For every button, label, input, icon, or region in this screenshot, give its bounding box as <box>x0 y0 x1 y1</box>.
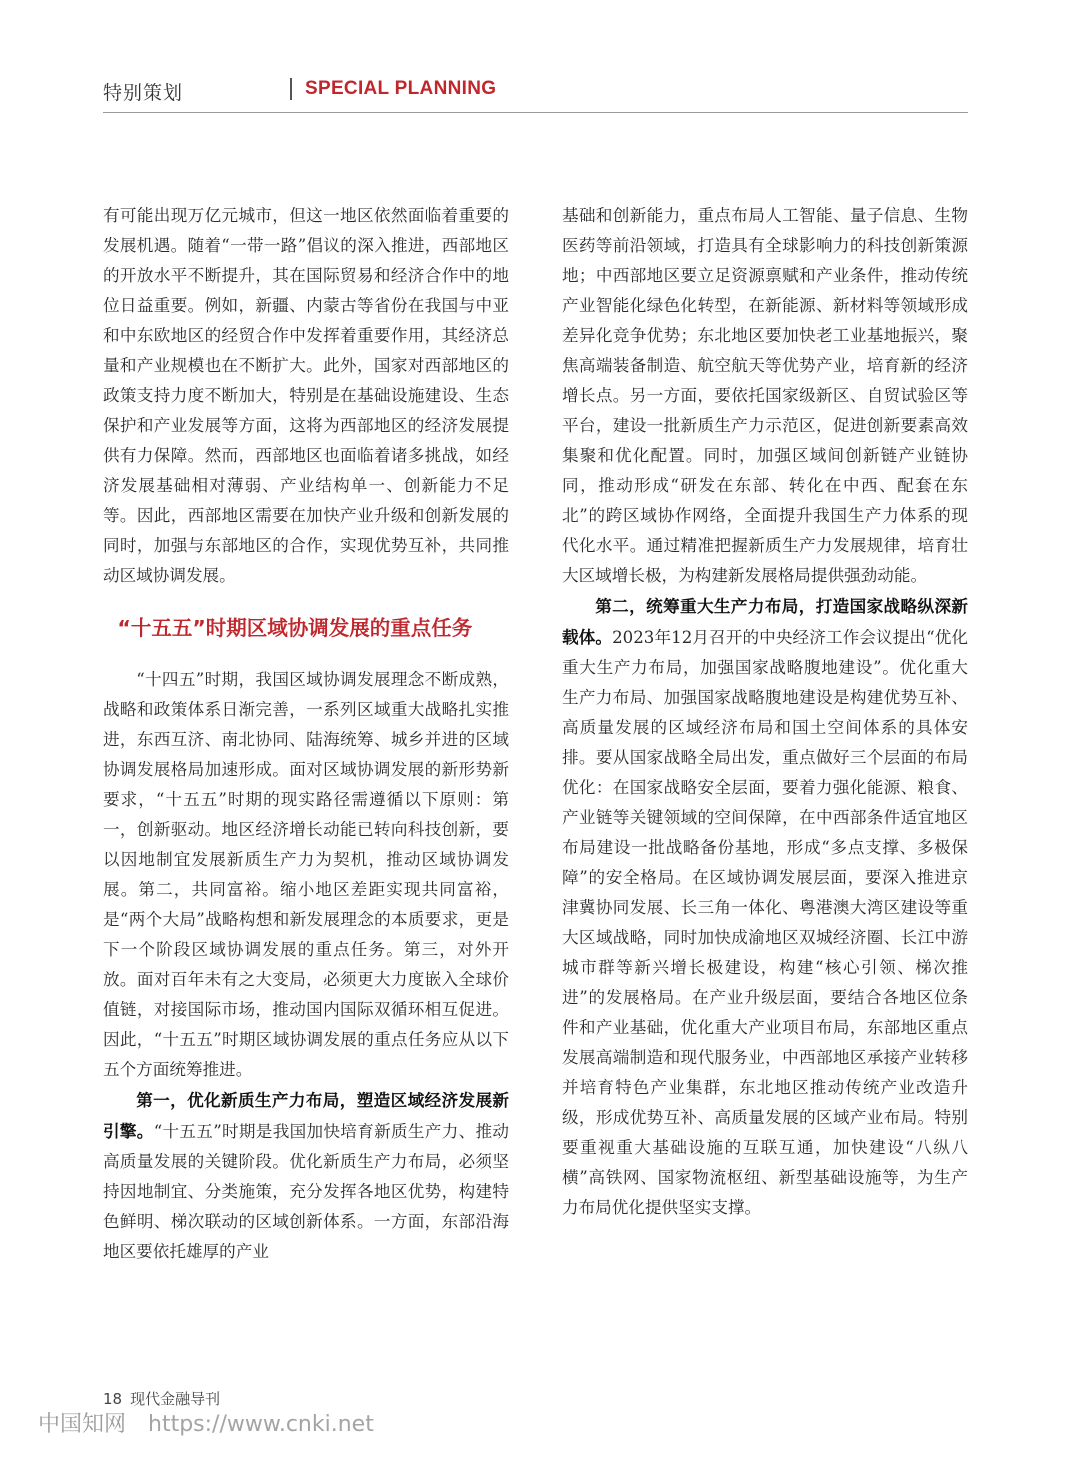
paragraph <box>562 591 968 1223</box>
header-separator <box>290 78 292 100</box>
paragraph: “十四五”时期，我国区域协调发展理念不断成熟，战略和政策体系日渐完善，一系列区域重大战略扎实推进，东西互济、南北协同、陆海统筹、城乡并进的区域协调发展格局加速形成。面对区域协调发展的新形势新要求，“十五五”时期的现实路径需遵循以下原则：第一，创新驱动。地区经济增长动能已转向科技创新，要以因地制宜发展新质生产力为契机，推动区域协调发展。第二，共同富裕。缩小地区差距实现共同富裕，是“两个大局”战略构想和新发展理念的本质要求，更是下一个阶段区域协调发展的重点任务。第三，对外开放。面对百年未有之大变局，必须更大力度嵌入全球价值链，对接国际市场，推动国内国际双循环相互促进。因此，“十五五”时期区域协调发展的重点任务应从以下五个方面统筹推进。 <box>103 670 509 1079</box>
section-title: “十五五”时期区域协调发展的重点任务 <box>117 616 473 640</box>
paragraph: 有可能出现万亿元城市，但这一地区依然面临着重要的发展机遇。随着“一带一路”倡议的深入推进，西部地区的开放水平不断提升，其在国际贸易和经济合作中的地位日益重要。例如，新疆、内蒙古等省份在我国与中亚和中东欧地区的经贸合作中发挥着重要作用，其经济总量和产业规模也在不断扩大。此外，国家对西部地区的政策支持力度不断加大，特别是在基础设施建设、生态保护和产业发展等方面，这将为西部地区的经济发展提供有力保障。然而，西部地区也面临着诸多挑战，如经济发展基础相对薄弱、产业结构单一、创新能力不足等。因此，西部地区需要在加快产业升级和创新发展的同时，加强与东部地区的合作，实现优势互补，共同推动区域协调发展。 <box>103 206 509 585</box>
paragraph: 基础和创新能力，重点布局人工智能、量子信息、生物医药等前沿领域，打造具有全球影响力的科技创新策源地；中西部地区要立足资源禀赋和产业条件，推动传统产业智能化绿色化转型，在新能源、新材料等领域形成差异化竞争优势；东北地区要加快老工业基地振兴，聚焦高端装备制造、航空航天等优势产业，培育新的经济增长点。另一方面，要依托国家级新区、自贸试验区等平台，建设一批新质生产力示范区，促进创新要素高效集聚和优化配置。同时，加强区域间创新链产业链协同，推动形成“研发在东部、转化在中西、配套在东北”的跨区域协作网络，全面提升我国生产力体系的现代化水平。通过精准把握新质生产力发展规律，培育壮大区域增长极，为构建新发展格局提供强劲动能。 <box>562 206 968 585</box>
paragraph-lead: 第二，统筹重大生产力布局，打造国家战略纵深新载体。 <box>562 596 968 647</box>
page-number: 18 <box>103 1390 123 1408</box>
watermark <box>38 1407 374 1438</box>
left-column <box>103 201 509 1267</box>
section-name-en: SPECIAL PLANNING <box>305 78 497 99</box>
watermark-url: https://www.cnki.net <box>148 1412 374 1437</box>
paragraph-lead: 第一，优化新质生产力布局，塑造区域经济发展新引擎。 <box>103 1090 509 1141</box>
paragraph-body: 2023年12月召开的中央经济工作会议提出“优化重大生产力布局，加强国家战略腹地建设”。优化重大生产力布局、加强国家战略腹地建设是构建优势互补、高质量发展的区域经济布局和国土空间体系的具体安排。要从国家战略全局出发，重点做好三个层面的布局优化：在国家战略安全层面，要着力强化能源、粮食、产业链等关键领域的空间保障，在中西部条件适宜地区布局建设一批战略备份基地，形成“多点支撑、多极保障”的安全格局。在区域协调发展层面，要深入推进京津冀协同发展、长三角一体化、粤港澳大湾区建设等重大区域战略，同时加快成渝地区双城经济圈、长江中游城市群等新兴增长极建设，构建“核心引领、梯次推进”的发展格局。在产业升级层面，要结合各地区位条件和产业基础，优化重大产业项目布局，东部地区重点发展高端制造和现代服务业，中西部地区承接产业转移并培育特色产业集群，东北地区推动传统产业改造升级，形成优势互补、高质量发展的区域产业布局。特别要重视重大基础设施的互联互通，加快建设“八纵八横”高铁网、国家物流枢纽、新型基础设施等，为生产力布局优化提供坚实支撑。 <box>562 628 969 1217</box>
paragraph-body: “十五五”时期是我国加快培育新质生产力、推动高质量发展的关键阶段。优化新质生产力布局，必须坚持因地制宜、分类施策，充分发挥各地区优势，构建特色鲜明、梯次联动的区域创新体系。一方面，东部沿海地区要依托雄厚的产业 <box>103 1122 509 1261</box>
watermark-site-name: 中国知网 <box>38 1412 127 1437</box>
page-header <box>103 74 968 113</box>
page-footer <box>103 1388 228 1409</box>
paragraph <box>103 1085 509 1267</box>
journal-name: 现代金融导刊 <box>130 1390 221 1408</box>
section-name-cn: 特别策划 <box>103 82 184 104</box>
right-column <box>562 201 968 1223</box>
